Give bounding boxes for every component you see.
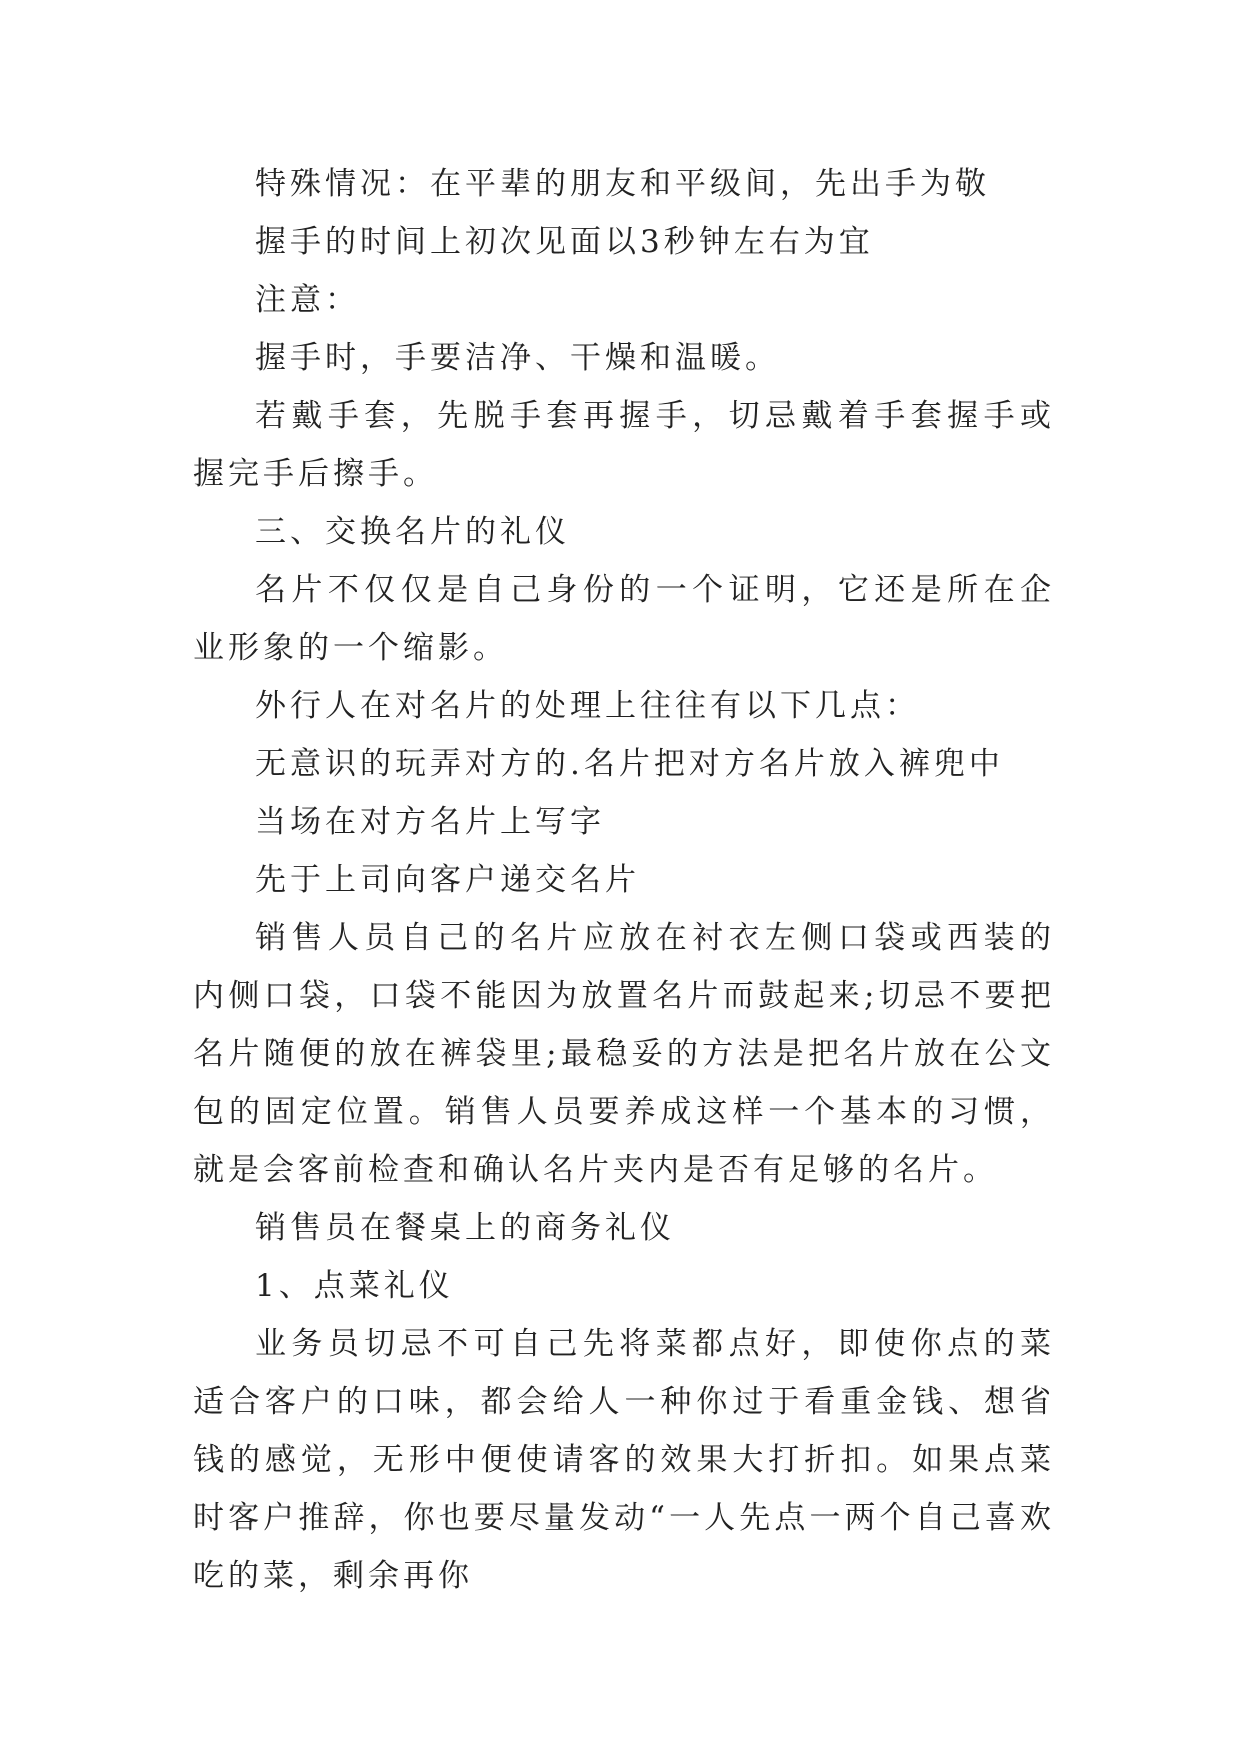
paragraph-clean-hands: 握手时，手要洁净、干燥和温暖。	[255, 340, 780, 376]
section-heading-dining-etiquette: 销售员在餐桌上的商务礼仪	[255, 1210, 675, 1246]
paragraph-handshake-duration: 握手的时间上初次见面以3秒钟左右为宜	[255, 224, 874, 260]
paragraph-mistake-playing: 无意识的玩弄对方的.名片把对方名片放入裤兜中	[255, 746, 1004, 782]
paragraph-mistake-before-boss: 先于上司向客户递交名片	[255, 862, 640, 898]
paragraph-attention-heading: 注意：	[255, 282, 360, 318]
paragraph-card-mistakes-intro: 外行人在对名片的处理上往往有以下几点：	[255, 688, 920, 724]
paragraph-special-case: 特殊情况：在平辈的朋友和平级间，先出手为敬	[255, 166, 990, 202]
subheading-ordering-etiquette: 1、点菜礼仪	[255, 1268, 454, 1304]
paragraph-card-storage: 销售人员自己的名片应放在衬衣左侧口袋或西装的内侧口袋，口袋不能因为放置名片而鼓起来;切忌不要把名片随便的放在裤袋里;最稳妥的方法是把名片放在公文包的固定位置。销售人员要养成这样一个基本的习惯，就是会客前检查和确认名片夹内是否有足够的名片。	[193, 920, 1055, 1188]
document-body	[193, 155, 1055, 1605]
paragraph-card-meaning: 名片不仅仅是自己身份的一个证明，它还是所在企业形象的一个缩影。	[193, 572, 1055, 666]
paragraph-ordering-advice: 业务员切忌不可自己先将菜都点好，即使你点的菜适合客户的口味，都会给人一种你过于看重金钱、想省钱的感觉，无形中便使请客的效果大打折扣。如果点菜时客户推辞，你也要尽量发动“一人先点一两个自己喜欢吃的菜，剩余再你	[193, 1326, 1055, 1594]
section-heading-business-cards: 三、交换名片的礼仪	[255, 514, 570, 550]
paragraph-mistake-writing: 当场在对方名片上写字	[255, 804, 605, 840]
paragraph-gloves: 若戴手套，先脱手套再握手，切忌戴着手套握手或握完手后擦手。	[193, 398, 1055, 492]
